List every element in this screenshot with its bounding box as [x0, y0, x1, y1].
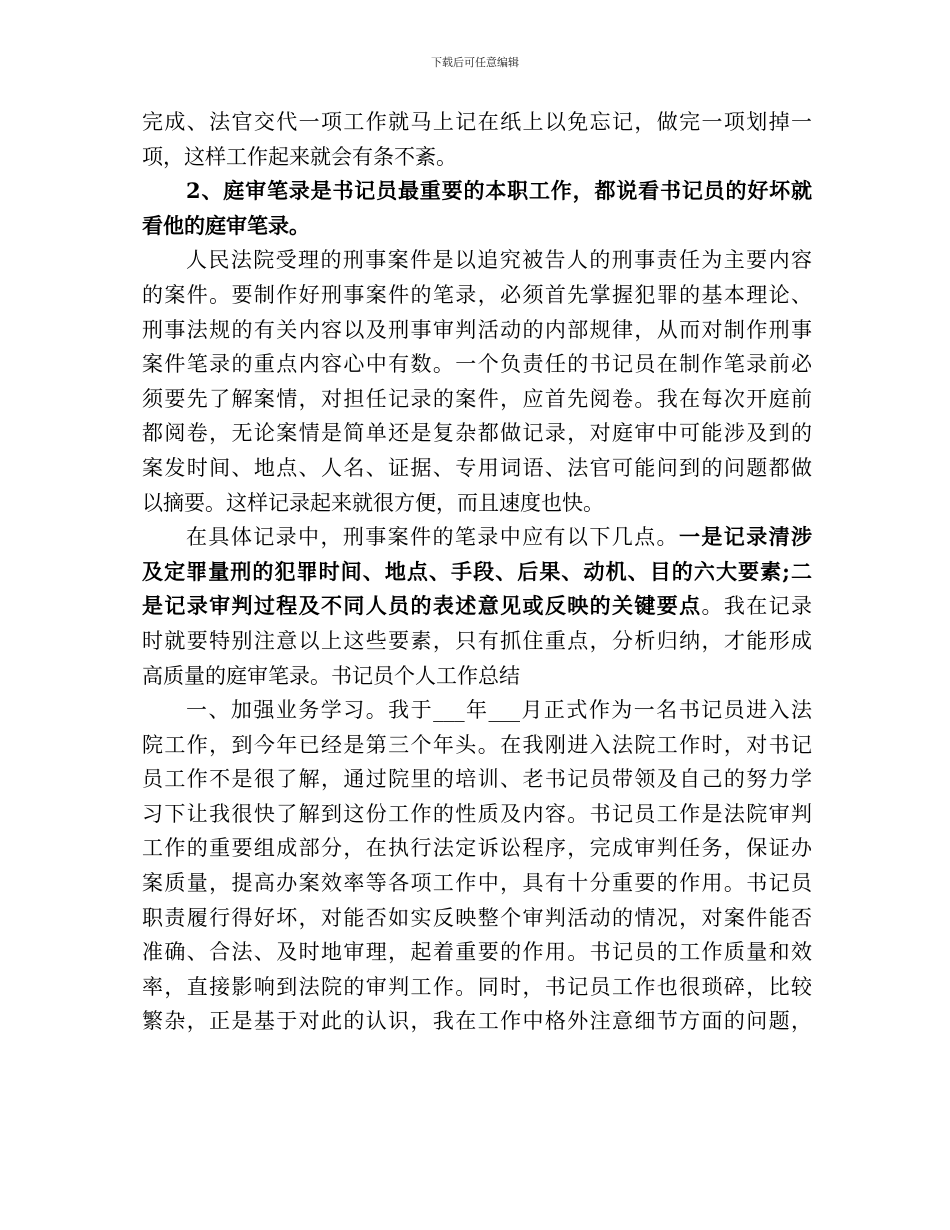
body-text: [142, 105, 812, 1039]
text-line: [142, 935, 812, 970]
bold-text: 看他的庭审笔录。: [142, 212, 310, 238]
text-line: [142, 278, 812, 313]
text-segment: 完成、法官交代一项工作就马上记在纸上以免忘记，做完一项划掉一: [142, 110, 812, 134]
text-segment: 时就要特别注意以上这些要素，只有抓住重点，分析归纳，才能形成: [142, 628, 812, 653]
text-segment: 在具体记录中，刑事案件的笔录中应有以下几点。: [186, 525, 679, 550]
text-line: [142, 520, 812, 555]
text-line: [142, 313, 812, 348]
text-line: [142, 140, 812, 175]
page-header: 下载后可任意编辑: [431, 56, 519, 69]
text-segment: 项，这样工作起来就会有条不紊。: [142, 144, 457, 169]
text-segment: 的案件。要制作好刑事案件的笔录，必须首先掌握犯罪的基本理论、: [142, 282, 812, 307]
text-line: [142, 451, 812, 486]
text-segment: 员工作不是很了解，通过院里的培训、老书记员带领及自己的努力学: [142, 767, 812, 792]
text-segment: 高质量的庭审笔录。书记员个人工作总结: [142, 663, 520, 688]
text-segment: 刑事法规的有关内容以及刑事审判活动的内部规律，从而对制作刑事: [142, 317, 812, 342]
text-segment: 。我在记录: [701, 594, 812, 619]
bold-text: 是记录审判过程及不同人员的表述意见或反映的关键要点: [142, 593, 702, 619]
text-line: [142, 831, 812, 866]
text-line: [142, 382, 812, 417]
text-line: [142, 624, 812, 659]
bold-text: 2、庭审笔录是书记员最重要的本职工作，都说看书记员的好坏就: [186, 178, 812, 204]
text-segment: 习下让我很快了解到这份工作的性质及内容。书记员工作是法院审判: [142, 801, 812, 826]
text-segment: 案质量，提高办案效率等各项工作中，具有十分重要的作用。书记员: [142, 871, 812, 896]
text-segment: 准确、合法、及时地审理，起着重要的作用。书记员的工作质量和效: [142, 940, 812, 965]
text-line: [142, 659, 812, 694]
text-line: [142, 243, 812, 278]
text-segment: 工作的重要组成部分，在执行法定诉讼程序，完成审判任务，保证办: [142, 836, 812, 861]
text-line: [142, 866, 812, 901]
text-line: [142, 486, 812, 521]
text-segment: 一、加强业务学习。我于___年___月正式作为一名书记员进入法: [186, 698, 812, 723]
text-line: [142, 174, 812, 209]
text-line: [142, 1004, 812, 1039]
text-line: [142, 970, 812, 1005]
text-line: [142, 762, 812, 797]
text-line: [142, 105, 812, 140]
text-line: [142, 693, 812, 728]
bold-text: 一是记录清涉: [678, 524, 812, 550]
text-segment: 都阅卷，无论案情是简单还是复杂都做记录，对庭审中可能涉及到的: [142, 421, 812, 446]
text-line: [142, 728, 812, 763]
text-segment: 案件笔录的重点内容心中有数。一个负责任的书记员在制作笔录前必: [142, 352, 812, 377]
text-line: [142, 209, 812, 244]
text-line: [142, 555, 812, 590]
text-segment: 院工作，到今年已经是第三个年头。在我刚进入法院工作时，对书记: [142, 732, 812, 757]
text-segment: 人民法院受理的刑事案件是以追究被告人的刑事责任为主要内容: [186, 248, 812, 273]
text-segment: 以摘要。这样记录起来就很方便，而且速度也快。: [142, 490, 604, 515]
text-segment: 率，直接影响到法院的审判工作。同时，书记员工作也很琐碎，比较: [142, 974, 812, 999]
text-line: [142, 589, 812, 624]
bold-text: 及定罪量刑的犯罪时间、地点、手段、后果、动机、目的六大要素;二: [142, 558, 812, 584]
text-segment: 案发时间、地点、人名、证据、专用词语、法官可能问到的问题都做: [142, 455, 812, 480]
text-line: [142, 797, 812, 832]
text-segment: 繁杂，正是基于对此的认识，我在工作中格外注意细节方面的问题，: [142, 1009, 812, 1034]
text-segment: 须要先了解案情，对担任记录的案件，应首先阅卷。我在每次开庭前: [142, 386, 812, 411]
text-line: [142, 416, 812, 451]
text-segment: 职责履行得好坏，对能否如实反映整个审判活动的情况，对案件能否: [142, 905, 812, 930]
text-line: [142, 901, 812, 936]
text-line: [142, 347, 812, 382]
